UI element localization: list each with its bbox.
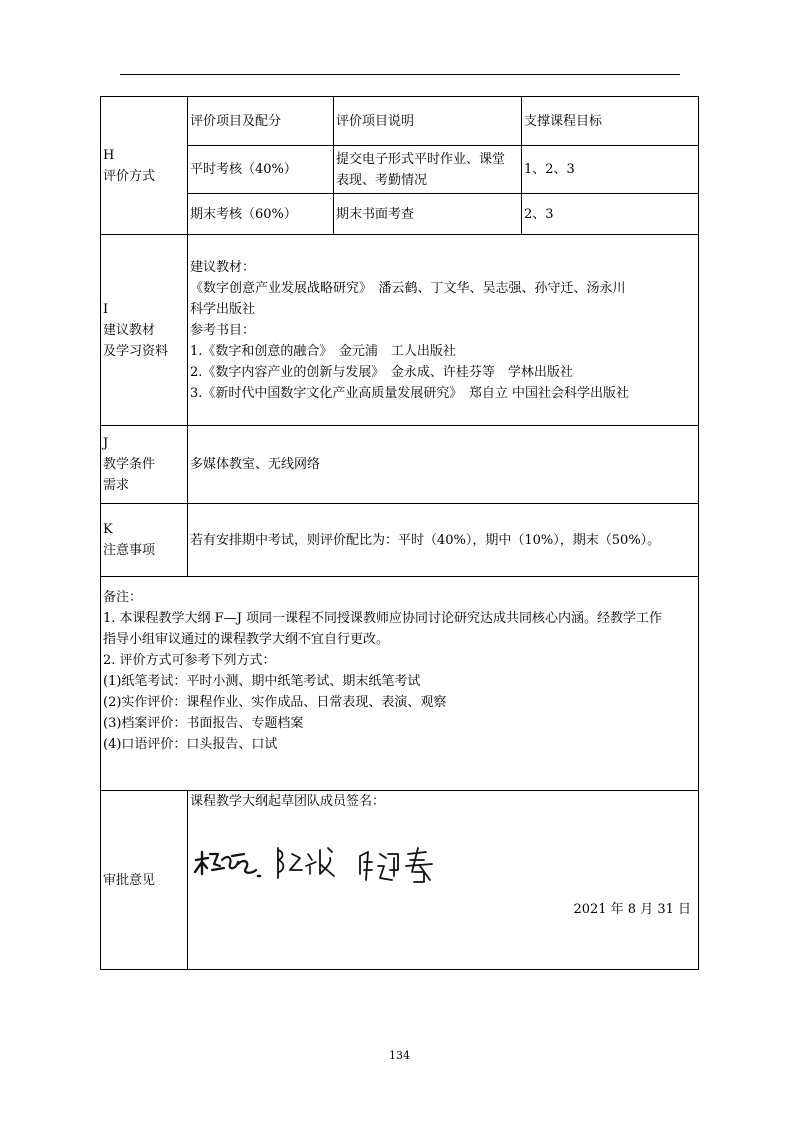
textbooks-section-title-line1: 建议教材 <box>103 322 156 338</box>
remarks-line: (4)口语评价：口头报告、口试 <box>103 737 278 752</box>
header-goals-label: 支撑课程目标 <box>524 113 603 129</box>
remarks-line: (1)纸笔考试：平时小测、期中纸笔考试、期末纸笔考试 <box>103 674 421 689</box>
handwritten-signatures <box>192 840 462 890</box>
notes-text: 若有安排期中考试，则评价配比为：平时（40%），期中（10%），期末（50%）。 <box>190 532 661 548</box>
notes-section-title: 注意事项 <box>103 543 156 558</box>
page-number: 134 <box>389 1049 410 1062</box>
signature-prompt: 课程教学大纲起草团队成员签名： <box>190 794 386 809</box>
conditions-section-code: J <box>103 436 109 451</box>
regular-assessment-goals: 1、2、3 <box>524 162 575 177</box>
notes-content <box>187 503 699 577</box>
notes-section-label <box>100 503 188 577</box>
remarks-box <box>100 576 699 791</box>
remarks-line: 2. 评价方式可参考下列方式： <box>103 653 276 668</box>
textbooks-section-title-line2: 及学习资料 <box>103 343 169 359</box>
evaluation-section-label <box>100 96 188 235</box>
regular-assessment-desc-line1: 提交电子形式平时作业、课堂 <box>336 151 506 167</box>
suggested-textbook-publisher: 科学出版社 <box>190 301 256 317</box>
remarks-line: (2)实作评价：课程作业、实作成品、日常表现、表演、观察 <box>103 695 447 710</box>
notes-section-code: K <box>103 522 113 537</box>
final-assessment-desc: 期末书面考查 <box>336 206 415 222</box>
signature-image <box>192 840 462 890</box>
approval-label-cell <box>100 790 188 970</box>
evaluation-row-final-item <box>187 193 334 235</box>
conditions-section-title-line1: 教学条件 <box>103 457 156 472</box>
header-desc-label: 评价项目说明 <box>336 113 415 129</box>
textbooks-section-label <box>100 234 188 426</box>
conditions-text: 多媒体教室、无线网络 <box>190 457 321 472</box>
remarks-line: 1. 本课程教学大纲 F—J 项同一课程不同授课教师应协同讨论研究达成共同核心内涵。经教学工作 <box>103 611 663 626</box>
reference-book-item: 2.《数字内容产业的创新与发展》 金永成、许桂芬等 学林出版社 <box>190 364 573 380</box>
approval-label: 审批意见 <box>103 872 156 888</box>
evaluation-row-final-goals <box>521 193 699 235</box>
textbooks-section-code: I <box>103 301 109 317</box>
remarks-line: (3)档案评价：书面报告、专题档案 <box>103 716 304 731</box>
final-assessment-label: 期末考核（60%） <box>190 206 297 222</box>
regular-assessment-desc-line2: 表现、考勤情况 <box>336 172 428 188</box>
suggested-textbook-title: 《数字创意产业发展战略研究》 潘云鹤、丁文华、吴志强、孙守迁、汤永川 <box>190 280 626 296</box>
header-item-label: 评价项目及配分 <box>190 113 282 129</box>
remarks-heading: 备注： <box>103 590 143 605</box>
evaluation-header-goals <box>521 96 699 146</box>
conditions-section-label <box>100 425 188 504</box>
evaluation-row-regular-item <box>187 145 334 194</box>
evaluation-section-code: H <box>103 147 115 163</box>
textbooks-content <box>187 234 699 426</box>
evaluation-row-final-desc <box>333 193 522 235</box>
header-rule <box>120 74 680 75</box>
remarks-line: 指导小组审议通过的课程教学大纲不宜自行更改。 <box>103 632 390 647</box>
suggested-textbook-heading: 建议教材： <box>190 259 256 275</box>
evaluation-row-regular-goals <box>521 145 699 194</box>
evaluation-row-regular-desc <box>333 145 522 194</box>
final-assessment-goals: 2、3 <box>524 206 554 222</box>
reference-book-item: 1.《数字和创意的融合》 金元浦 工人出版社 <box>190 343 456 359</box>
conditions-content <box>187 425 699 504</box>
reference-books-heading: 参考书目： <box>190 322 256 338</box>
approval-date: 2021 年 8 月 31 日 <box>573 902 691 917</box>
evaluation-section-title: 评价方式 <box>103 168 156 184</box>
evaluation-header-desc <box>333 96 522 146</box>
conditions-section-title-line2: 需求 <box>103 478 130 493</box>
reference-book-item: 3.《新时代中国数字文化产业高质量发展研究》 郑自立 中国社会科学出版社 <box>190 385 630 401</box>
regular-assessment-label: 平时考核（40%） <box>190 162 297 177</box>
evaluation-header-item <box>187 96 334 146</box>
